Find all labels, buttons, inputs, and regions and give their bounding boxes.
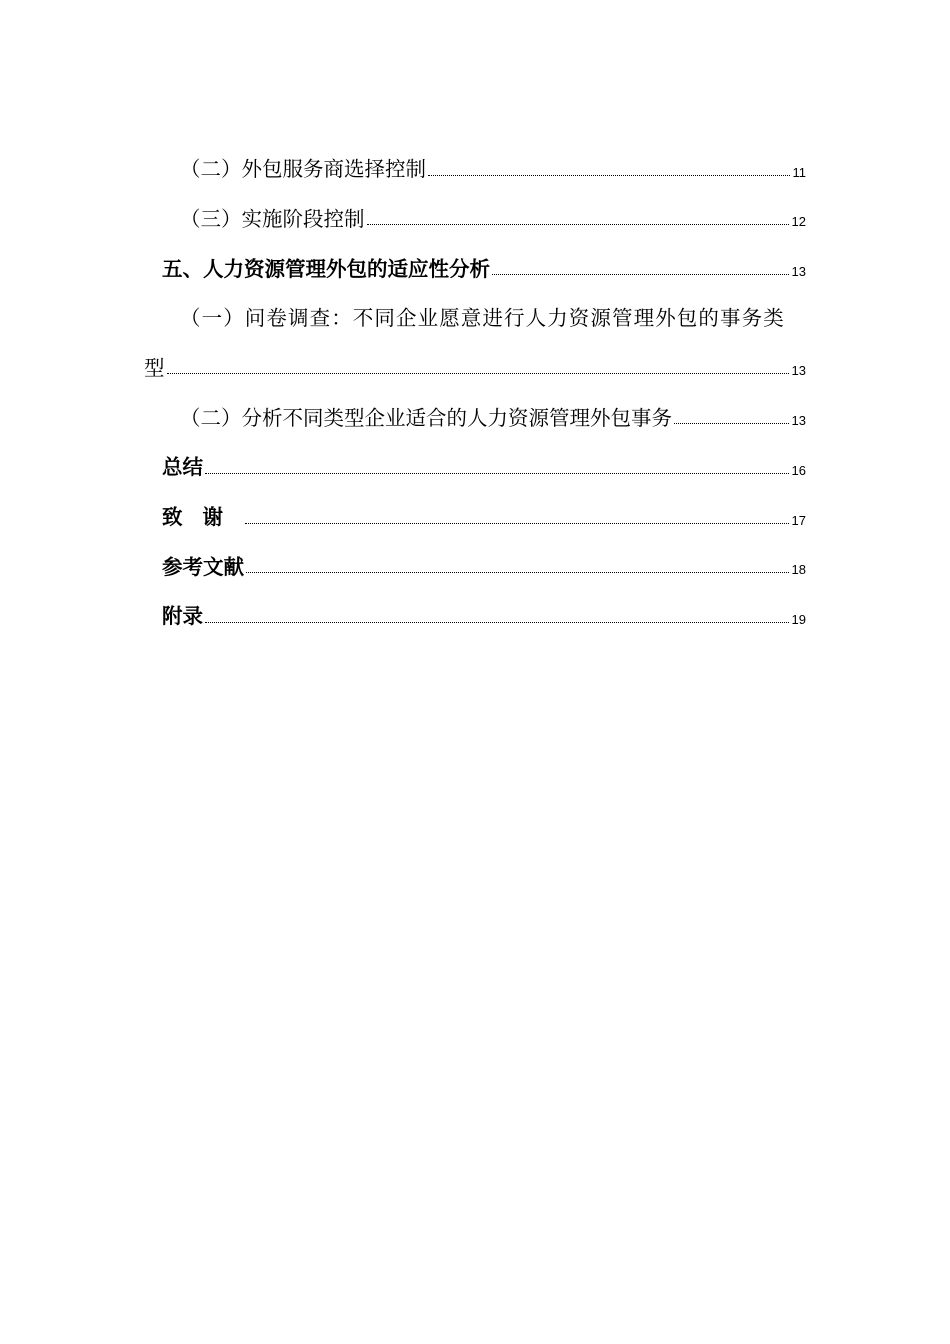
- toc-entry-label: （一）问卷调查：不同企业愿意进行人力资源管理外包的事务类: [180, 306, 785, 331]
- toc-entry-chapter[interactable]: [144, 229, 806, 279]
- toc-entry-label: 致谢: [162, 505, 243, 529]
- toc-page-number: 13: [791, 413, 806, 429]
- toc-entry-label: 参考文献: [162, 554, 244, 579]
- toc-entry-chapter[interactable]: [144, 478, 806, 528]
- toc-page-number: 16: [791, 462, 806, 478]
- toc-page-number: 17: [791, 512, 806, 528]
- dot-leader: [492, 273, 789, 275]
- dot-leader: [167, 372, 789, 374]
- toc-page-number: 13: [791, 363, 806, 379]
- table-of-contents: [144, 130, 806, 627]
- toc-page-number: 13: [791, 264, 806, 280]
- toc-entry[interactable]: [144, 130, 806, 180]
- toc-entry-label: 附录: [162, 604, 203, 629]
- toc-page-number: 19: [791, 611, 806, 627]
- toc-entry-wrapped-line2[interactable]: [144, 329, 806, 379]
- toc-entry-chapter[interactable]: [144, 528, 806, 578]
- toc-entry-wrapped-line1[interactable]: [144, 279, 806, 329]
- toc-entry-chapter[interactable]: [144, 428, 806, 478]
- dot-leader: [428, 174, 790, 176]
- toc-page-number: 12: [791, 214, 806, 230]
- dot-leader: [205, 472, 789, 474]
- toc-entry[interactable]: [144, 378, 806, 428]
- toc-entry-label: 五、人力资源管理外包的适应性分析: [162, 256, 490, 281]
- toc-entry-label-continuation: 型: [144, 355, 165, 380]
- toc-entry-label: 总结: [162, 455, 203, 480]
- toc-page-number: 18: [791, 562, 806, 578]
- dot-leader: [674, 422, 789, 424]
- toc-entry-label: （二）分析不同类型企业适合的人力资源管理外包事务: [180, 405, 672, 430]
- dot-leader: [246, 571, 789, 573]
- dot-leader: [367, 223, 789, 225]
- dot-leader: [245, 522, 789, 524]
- toc-entry-chapter[interactable]: [144, 577, 806, 627]
- toc-entry-label: （三）实施阶段控制: [180, 206, 365, 231]
- toc-entry[interactable]: [144, 180, 806, 230]
- toc-page-number: 11: [792, 164, 806, 180]
- toc-entry-label: （二）外包服务商选择控制: [180, 157, 426, 182]
- dot-leader: [205, 621, 789, 623]
